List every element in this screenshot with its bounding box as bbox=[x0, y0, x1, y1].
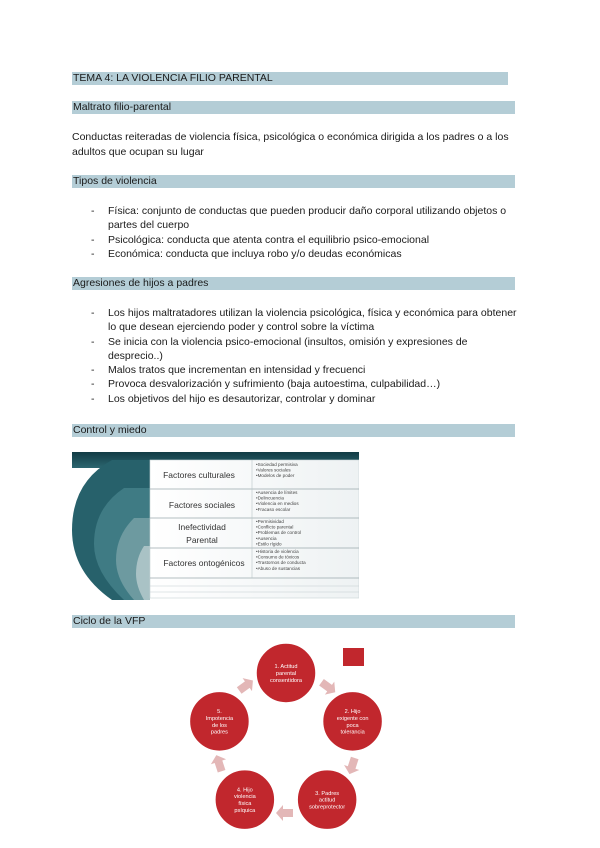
tipos-list bbox=[72, 204, 522, 261]
cycle-arrow bbox=[276, 805, 293, 821]
cycle-arrow bbox=[234, 674, 257, 697]
section-heading-agresiones: Agresiones de hijos a padres bbox=[72, 277, 515, 290]
list-item: - Provoca desvalorización y sufrimiento (baja autoestima, culpabilidad…) bbox=[72, 377, 522, 391]
layer-label-line2: Parental bbox=[186, 535, 218, 545]
layer-note: •Conflicto parental bbox=[256, 524, 294, 530]
layer-note: •Sociedad permisiva bbox=[256, 462, 298, 467]
layer-note: •Fracaso escolar bbox=[256, 506, 291, 512]
layer-label: Factores sociales bbox=[168, 500, 236, 510]
layer-note: •Abuso de sustancias bbox=[256, 565, 300, 571]
cycle-node-label: 5. Impotencia de los padres bbox=[205, 709, 234, 736]
section-heading-tipos: Tipos de violencia bbox=[72, 175, 515, 188]
layer-note: •Valores sociales bbox=[256, 467, 291, 473]
layer-label: Factores culturales bbox=[163, 470, 235, 480]
section-heading-ciclo: Ciclo de la VFP bbox=[72, 615, 515, 628]
layer-note: •Trastornos de conducta bbox=[256, 560, 306, 566]
list-item: - Económica: conducta que incluya robo y/o deudas económicas bbox=[72, 247, 522, 261]
layer-note: •Violencia en medios bbox=[256, 501, 299, 507]
cycle-arrow bbox=[342, 756, 362, 777]
layer-note: •Ausencia bbox=[256, 535, 277, 541]
page-title: TEMA 4: LA VIOLENCIA FILIO PARENTAL bbox=[72, 72, 508, 85]
layer-note: •Historia de violencia bbox=[256, 549, 299, 554]
cycle-node-label: 2. Hijo exigente con poca tolerancia bbox=[336, 709, 369, 736]
list-item: - Se inicia con la violencia psico-emocional (insultos, omisión y expresiones de desprecio..) bbox=[72, 335, 522, 364]
vfp-cycle-diagram bbox=[170, 640, 400, 840]
layer-note: •Problemas de control bbox=[256, 530, 302, 536]
layer-note: •Consumo de tóxicos bbox=[256, 554, 300, 560]
cycle-node-label: 4. Hijo violencia física psíquica bbox=[233, 787, 256, 814]
maltrato-definition: Conductas reiteradas de violencia física, psicológica o económica dirigida a los padres o a los adultos que ocupan su lugar bbox=[72, 131, 509, 158]
layer-note: •Permisividad bbox=[256, 519, 284, 524]
layer-label: Factores ontogénicos bbox=[163, 558, 245, 568]
section-heading-maltrato: Maltrato filio-parental bbox=[72, 101, 515, 114]
list-item: - Los hijos maltratadores utilizan la violencia psicológica, física y económica para obtener lo que desean ejerciendo poder y control sobre la víctima bbox=[72, 306, 522, 335]
layer-note: •Ausencia de límites bbox=[256, 490, 298, 495]
list-item: - Los objetivos del hijo es desautorizar, controlar y dominar bbox=[72, 392, 522, 406]
list-item: - Física: conjunto de conductas que pueden producir daño corporal utilizando objetos o partes del cuerpo bbox=[72, 204, 522, 233]
layer-note: •Modelos de poder bbox=[256, 473, 295, 479]
cycle-arrow bbox=[209, 753, 229, 774]
control-diagram bbox=[72, 452, 359, 600]
section-heading-control: Control y miedo bbox=[72, 424, 515, 437]
layer-note: •Estilo rígido bbox=[256, 541, 282, 547]
layer-note: •Delincuencia bbox=[256, 495, 284, 501]
cycle-node-label: 1. Actitud parental consentidora bbox=[269, 664, 303, 684]
layer-label-line1: Inefectividad bbox=[178, 522, 226, 532]
cycle-node-label: 3. Padres actitud sobreprotector bbox=[309, 790, 346, 811]
agresiones-list bbox=[72, 306, 522, 406]
list-item: - Malos tratos que incrementan en intensidad y frecuenci bbox=[72, 363, 522, 377]
list-item: - Psicológica: conducta que atenta contra el equilibrio psico-emocional bbox=[72, 233, 522, 247]
